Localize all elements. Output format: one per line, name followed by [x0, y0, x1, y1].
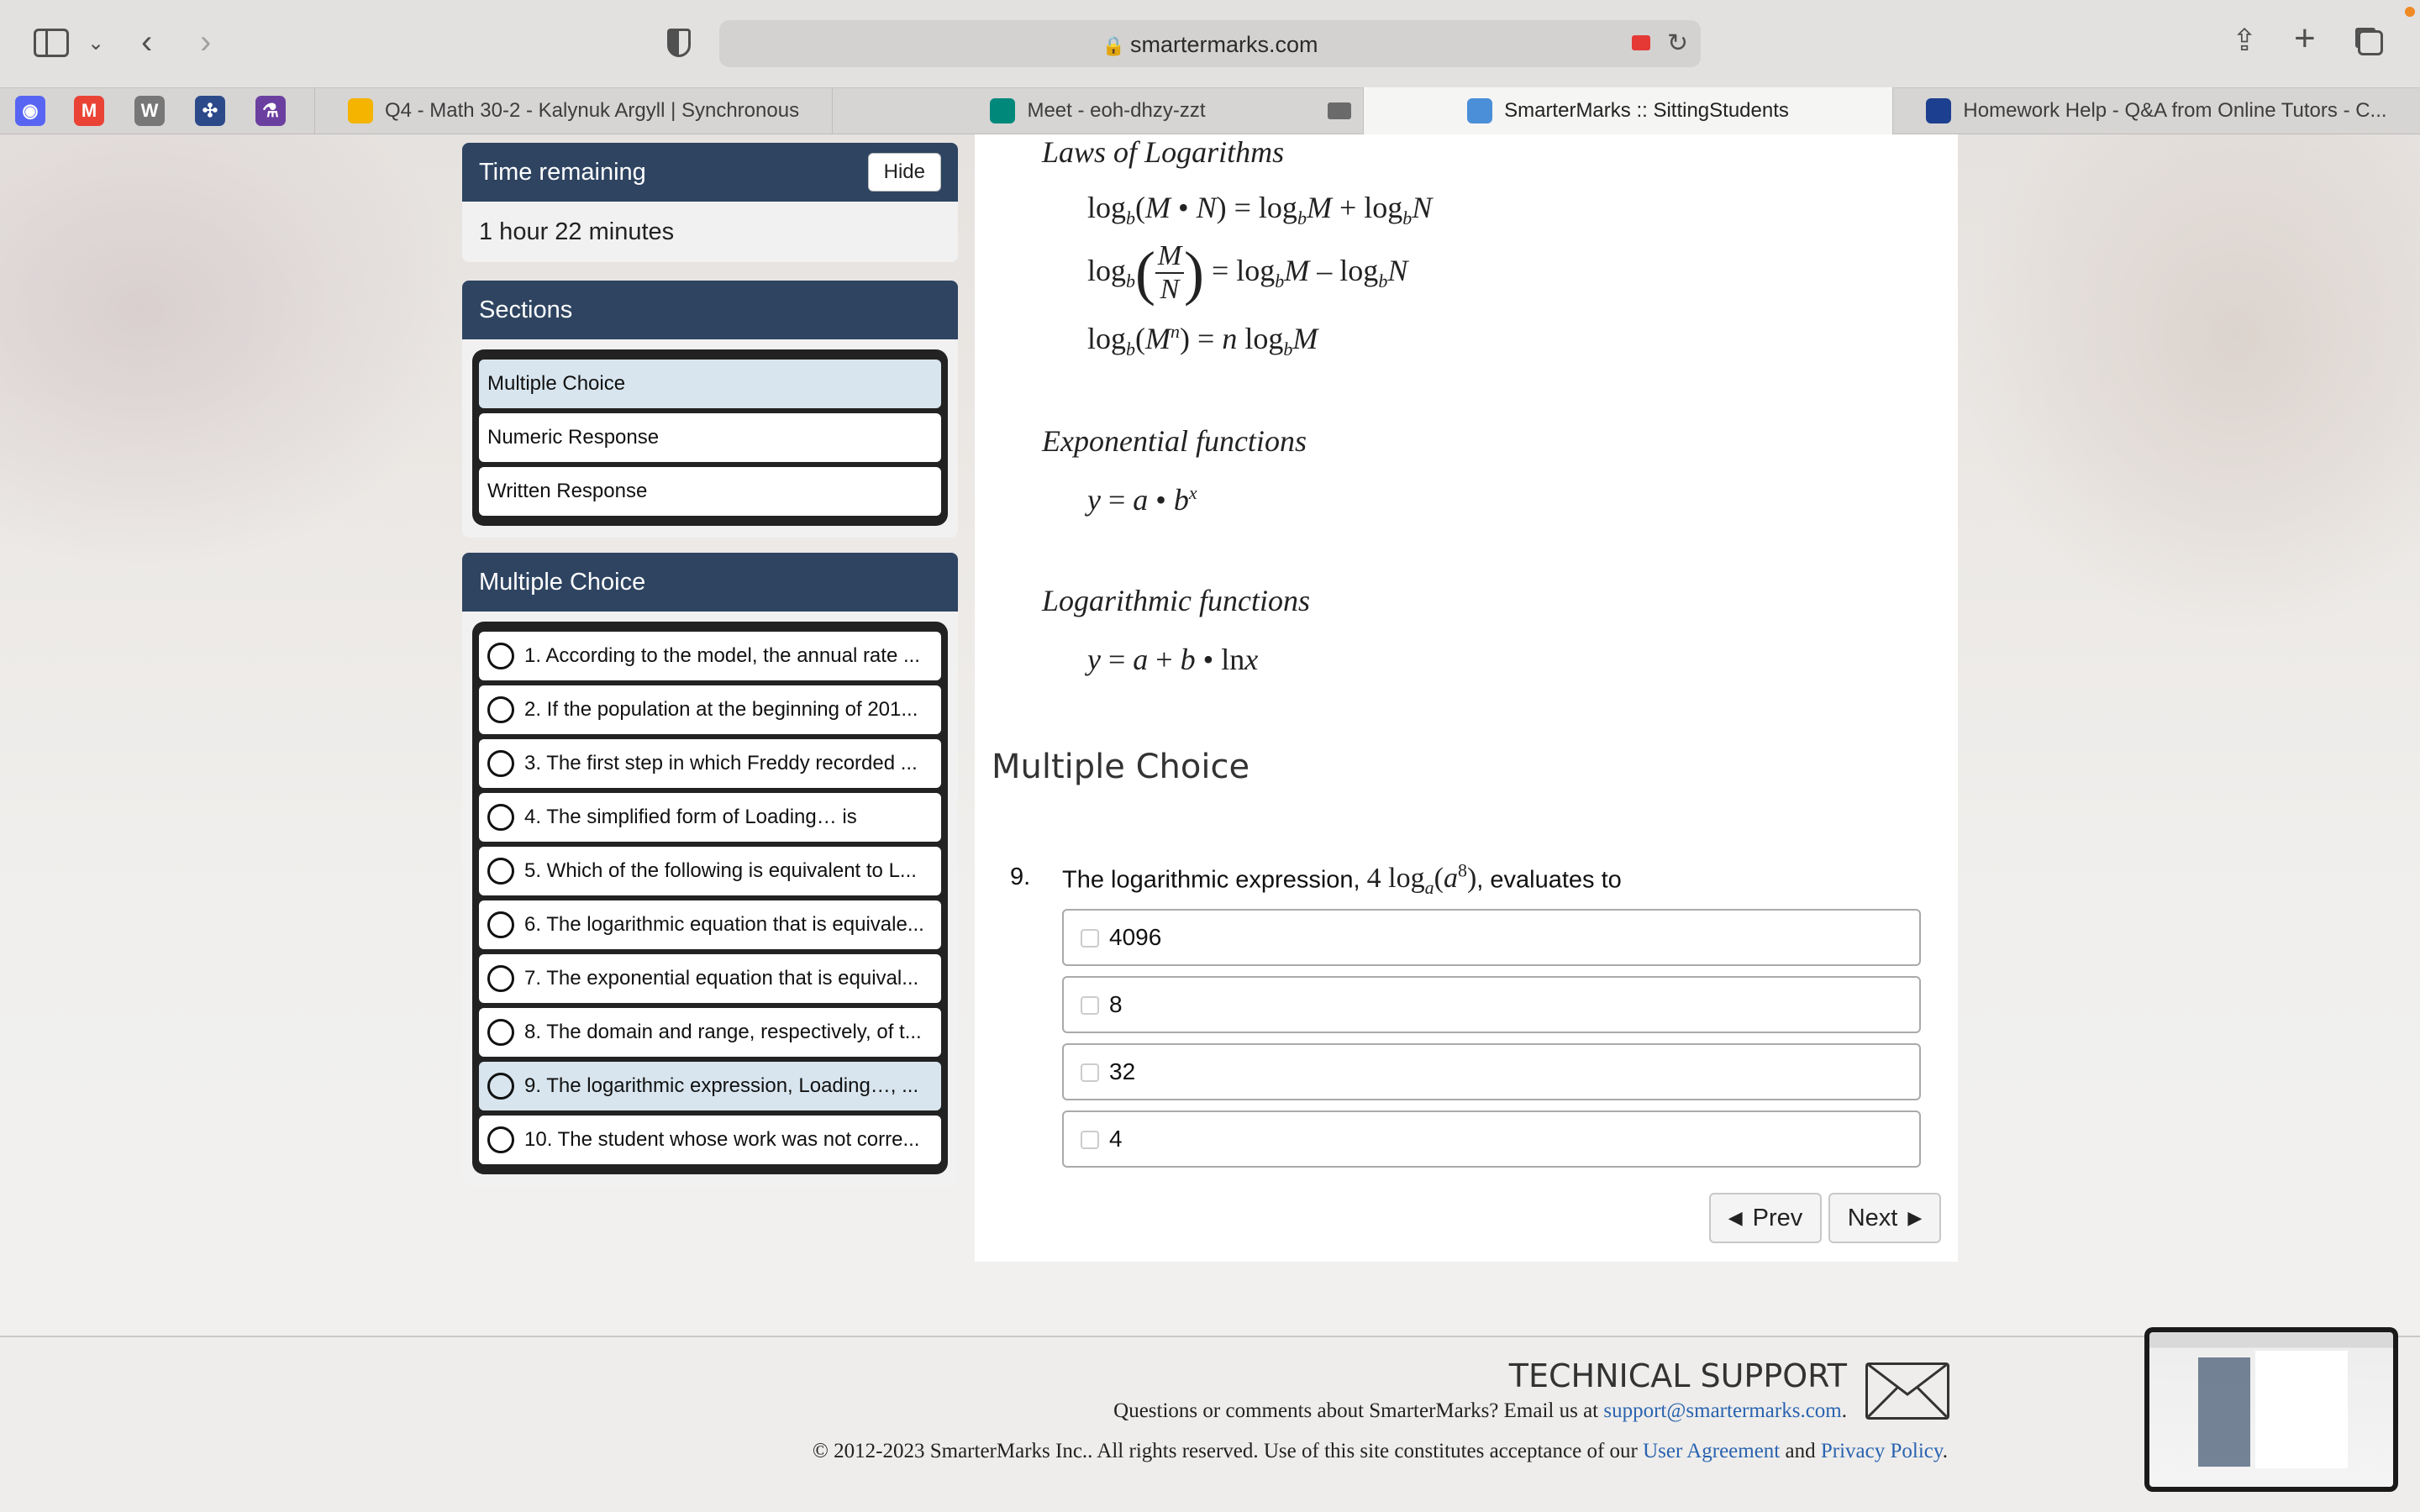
questions-panel — [462, 553, 958, 1186]
checkbox-icon[interactable] — [1081, 929, 1099, 948]
smartermarks-icon — [1467, 98, 1492, 123]
question-item-label: 2. If the population at the beginning of 201... — [524, 698, 918, 721]
meet-icon — [990, 98, 1015, 123]
radio-icon[interactable] — [487, 1126, 514, 1153]
logarithmic-functions-heading: Logarithmic functions — [1042, 584, 1311, 617]
and-text: and — [1785, 1440, 1816, 1462]
answer-option-label: 32 — [1109, 1058, 1136, 1084]
triangle-right-icon: ▶ — [1907, 1207, 1923, 1228]
question-item[interactable] — [479, 1062, 941, 1110]
technical-support-title: TECHNICAL SUPPORT — [1508, 1357, 1847, 1394]
timer-header — [462, 143, 958, 202]
radio-icon[interactable] — [487, 696, 514, 723]
notification-dot — [2405, 7, 2415, 17]
radio-icon[interactable] — [487, 911, 514, 938]
time-remaining-value: 1 hour 22 minutes — [479, 218, 675, 245]
question-math-expression: 4 $\log_a(a^8)$ — [1366, 860, 1477, 899]
tab-1[interactable] — [314, 87, 832, 134]
questions-text: Questions or comments about SmarterMarks? Email us at — [1113, 1399, 1599, 1422]
camera-recording-icon[interactable] — [1632, 35, 1650, 50]
formula-log-quotient: $\log_b$ ( M N ) = $\log_bM - \log_bN$ — [1087, 239, 1408, 307]
sections-panel — [462, 281, 958, 538]
question-item[interactable] — [479, 954, 941, 1003]
privacy-policy-link[interactable]: Privacy Policy — [1820, 1440, 1943, 1462]
question-item[interactable] — [479, 1116, 941, 1164]
question-item[interactable] — [479, 900, 941, 949]
questions-list — [472, 622, 948, 1174]
sections-title: Sections — [479, 296, 573, 323]
question-item-label: 5. Which of the following is equivalent to L... — [524, 859, 917, 882]
timer-panel — [462, 143, 958, 262]
new-tab-icon[interactable]: + — [2294, 18, 2316, 59]
question-prefix: The logarithmic expression, — [1062, 866, 1360, 894]
checkbox-icon[interactable] — [1081, 1063, 1099, 1082]
timer-title: Time remaining — [479, 158, 646, 186]
tab-4[interactable] — [1892, 87, 2420, 134]
formula-log-power: $\log_b(M^n) = n$ $\log_bM$ — [1087, 321, 1318, 360]
privacy-shield-icon[interactable] — [667, 29, 691, 57]
radio-icon[interactable] — [487, 643, 514, 669]
radio-icon[interactable] — [487, 965, 514, 992]
forward-icon[interactable]: › — [200, 24, 212, 60]
discord-icon[interactable]: ◉ — [15, 96, 45, 126]
background-blur — [1958, 134, 2420, 638]
tab-label: Q4 - Math 30-2 - Kalynuk Argyll | Synchronous — [384, 99, 800, 122]
formula-exponential: y = a • $b^x$ — [1087, 482, 1197, 517]
answer-option[interactable] — [1062, 909, 1921, 966]
network-icon[interactable]: ✣ — [195, 96, 225, 126]
url-text: smartermarks.com — [1130, 32, 1318, 57]
classroom-icon — [348, 98, 373, 123]
hide-button[interactable]: Hide — [868, 153, 941, 192]
questions-title: Multiple Choice — [479, 568, 646, 596]
support-line: Questions or comments about SmarterMarks? Email us at support@smartermarks.com. — [1113, 1399, 1847, 1422]
question-suffix: , evaluates to — [1476, 866, 1622, 894]
thumbnail-preview — [2149, 1332, 2393, 1487]
chevron-down-icon[interactable]: ⌄ — [87, 32, 105, 55]
section-title: Multiple Choice — [992, 748, 1250, 786]
answer-option-label: 4096 — [1109, 924, 1162, 950]
gmail-icon[interactable]: M — [74, 96, 104, 126]
section-item[interactable]: Numeric Response — [479, 413, 941, 462]
next-button[interactable] — [1828, 1193, 1941, 1243]
sections-header — [462, 281, 958, 339]
question-item[interactable] — [479, 685, 941, 734]
checkbox-icon[interactable] — [1081, 996, 1099, 1015]
reload-icon[interactable]: ↻ — [1667, 29, 1689, 57]
question-item-label: 6. The logarithmic equation that is equivale... — [524, 913, 924, 936]
formula-logarithmic: y = a + b • lnx — [1087, 643, 1259, 676]
lock-icon: 🔒 — [1102, 35, 1130, 56]
question-item[interactable] — [479, 793, 941, 842]
formula-log-product: $\log_b(M$ • $N) = \log_bM + \log_bN$ — [1087, 191, 1433, 229]
answer-option[interactable] — [1062, 1110, 1921, 1168]
question-item-label: 1. According to the model, the annual rate ... — [524, 644, 920, 667]
browser-toolbar — [0, 0, 2420, 87]
prev-label: Prev — [1752, 1204, 1803, 1231]
answer-option-label: 4 — [1109, 1126, 1123, 1152]
sidebar-toggle-icon[interactable] — [34, 29, 69, 57]
exponential-functions-heading: Exponential functions — [1042, 424, 1307, 458]
support-email-link[interactable]: support@smartermarks.com — [1603, 1399, 1842, 1422]
questions-header — [462, 553, 958, 612]
question-item-label: 10. The student whose work was not corre... — [524, 1128, 920, 1151]
section-item[interactable]: Multiple Choice — [479, 360, 941, 408]
triangle-left-icon: ◀ — [1728, 1207, 1743, 1228]
w-app-icon[interactable]: W — [134, 96, 165, 126]
tab-label: Homework Help - Q&A from Online Tutors - C... — [1963, 99, 2387, 122]
tab-2[interactable] — [832, 87, 1363, 134]
answer-option-label: 8 — [1109, 991, 1123, 1017]
flask-icon[interactable]: ⚗ — [255, 96, 286, 126]
question-item[interactable] — [479, 847, 941, 895]
user-agreement-link[interactable]: User Agreement — [1643, 1440, 1781, 1462]
radio-icon[interactable] — [487, 804, 514, 831]
question-number: 9. — [1010, 864, 1031, 890]
question-item-label: 9. The logarithmic expression, Loading…, ... — [524, 1074, 919, 1097]
question-item-label: 4. The simplified form of Loading… is — [524, 806, 857, 828]
answer-option[interactable] — [1062, 1043, 1921, 1100]
question-item[interactable] — [479, 1008, 941, 1057]
tab-label: SmarterMarks :: SittingStudents — [1504, 99, 1789, 122]
star-icon — [1926, 98, 1951, 123]
question-item-label: 8. The domain and range, respectively, of t... — [524, 1021, 922, 1043]
question-item-label: 7. The exponential equation that is equival... — [524, 967, 919, 990]
tab-overview-icon[interactable] — [2358, 30, 2383, 55]
tab-label: Meet - eoh-dhzy-zzt — [1027, 99, 1206, 122]
camera-icon — [1328, 102, 1351, 119]
question-item-label: 3. The first step in which Freddy recorded ... — [524, 752, 918, 774]
background-blur — [0, 134, 471, 571]
prev-button[interactable] — [1709, 1193, 1822, 1243]
laws-of-logarithms-heading: Laws of Logarithms — [1042, 135, 1285, 169]
screen-share-thumbnail[interactable] — [2144, 1327, 2398, 1492]
tab-3[interactable] — [1363, 87, 1892, 134]
radio-icon[interactable] — [487, 1019, 514, 1046]
address-bar[interactable] — [719, 20, 1701, 67]
mail-icon[interactable] — [1865, 1362, 1949, 1420]
copyright-line: © 2012-2023 SmarterMarks Inc.. All rights reserved. Use of this site constitutes acceptance of our User Agreement and Privacy Policy. — [812, 1440, 1948, 1462]
radio-icon[interactable] — [487, 1073, 514, 1100]
radio-icon[interactable] — [487, 750, 514, 777]
radio-icon[interactable] — [487, 858, 514, 885]
question-text — [1062, 860, 1622, 899]
question-item[interactable] — [479, 739, 941, 788]
share-icon[interactable]: ⇪ — [2232, 23, 2258, 57]
section-item[interactable]: Written Response — [479, 467, 941, 516]
sections-list — [472, 349, 948, 526]
back-icon[interactable]: ‹ — [141, 24, 153, 60]
question-item[interactable] — [479, 632, 941, 680]
answer-option[interactable] — [1062, 976, 1921, 1033]
next-label: Next — [1847, 1204, 1898, 1231]
copyright-text: © 2012-2023 SmarterMarks Inc.. All rights reserved. Use of this site constitutes acceptance of our — [812, 1440, 1638, 1462]
checkbox-icon[interactable] — [1081, 1131, 1099, 1149]
footer — [0, 1336, 2420, 1512]
